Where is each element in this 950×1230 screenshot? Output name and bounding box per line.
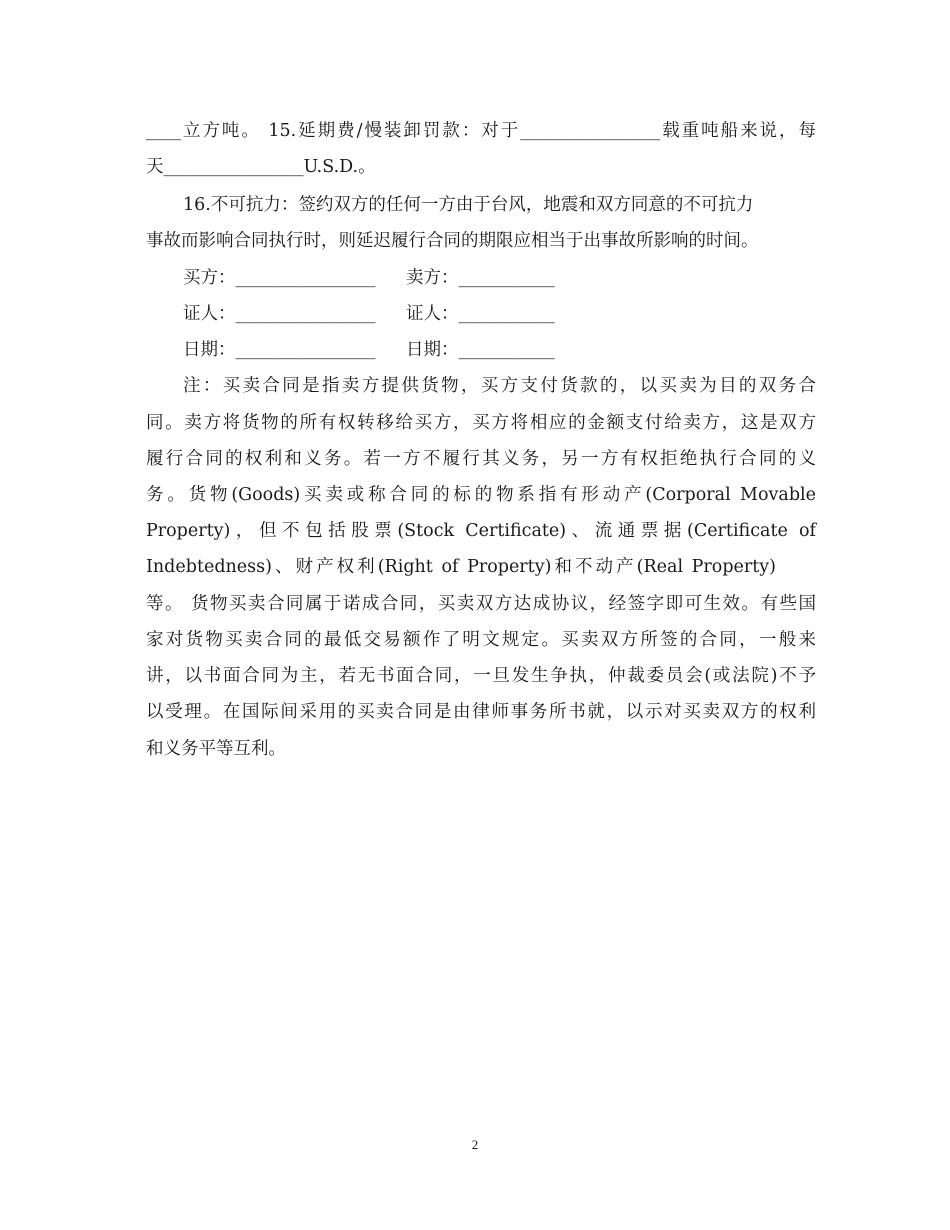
note-line: 等。 货物买卖合同属于诺成合同，买卖双方达成协议，经签字即可生效。有些国 (146, 594, 816, 614)
note-line: 以受理。在国际间采用的买卖合同是由律师事务所书就，以示对买卖双方的权利 (146, 702, 816, 722)
note-line: 注：买卖合同是指卖方提供货物，买方支付货款的，以买卖为目的双务合 (183, 376, 816, 396)
signature-row-dates (183, 338, 783, 362)
note-line: 务。货物(Goods)买卖或称合同的标的物系指有形动产(Corporal Movable (146, 485, 816, 505)
seller-signature-field: 卖方：___________ (406, 268, 555, 288)
note-line: 讲，以书面合同为主，若无书面合同，一旦发生争执，仲裁委员会(或法院)不予 (146, 666, 816, 686)
date-field: 日期：________________ (183, 340, 376, 360)
witness-signature-field: 证人：___________ (406, 304, 555, 324)
note-line: 家对货物买卖合同的最低交易额作了明文规定。买卖双方所签的合同，一般来 (146, 630, 816, 650)
signature-row-parties (183, 266, 783, 290)
text-line: 16.不可抗力：签约双方的任何一方由于台风，地震和双方同意的不可抗力 (183, 195, 754, 215)
text-line: 天________________U.S.D.。 (146, 157, 376, 177)
text-line: ____立方吨。 15.延期费/慢装卸罚款：对于________________载重吨船来说，每 (146, 121, 816, 141)
note-line: 同。卖方将货物的所有权转移给买方，买方将相应的金额支付给卖方，这是双方 (146, 413, 816, 433)
note-line: Property)，但不包括股票(Stock Certificate)、流通票据(Certificate of (146, 521, 816, 541)
note-line: 和义务平等互利。 (146, 739, 286, 759)
text-line: 事故而影响合同执行时，则延迟履行合同的期限应相当于出事故所影响的时间。 (146, 231, 759, 251)
witness-signature-field: 证人：________________ (183, 304, 376, 324)
date-field: 日期：___________ (406, 340, 555, 360)
buyer-signature-field: 买方：________________ (183, 268, 376, 288)
page-number: 2 (471, 1137, 479, 1152)
note-line: Indebtedness)、财产权利(Right of Property)和不动产(Real Property) (146, 557, 776, 577)
signature-row-witnesses (183, 302, 783, 326)
note-line: 履行合同的权利和义务。若一方不履行其义务，另一方有权拒绝执行合同的义 (146, 449, 816, 469)
